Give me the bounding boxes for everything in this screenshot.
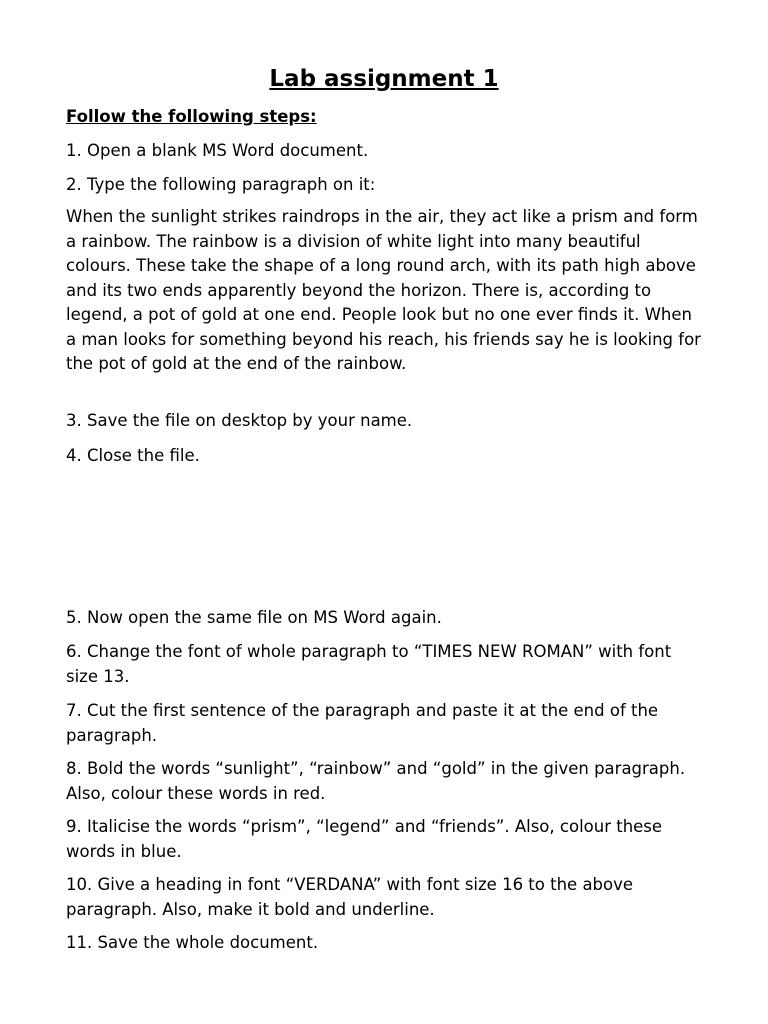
step-9: 9. Italicise the words “prism”, “legend” and “friends”. Also, colour these words in blue. xyxy=(66,817,663,861)
step-1: 1. Open a blank MS Word document. xyxy=(66,141,369,160)
step-10: 10. Give a heading in font “VERDANA” with font size 16 to the above paragraph. Also, make it bold and underline. xyxy=(66,875,634,919)
step-5: 5. Now open the same file on MS Word again. xyxy=(66,608,442,627)
step-7: 7. Cut the first sentence of the paragraph and paste it at the end of the paragraph. xyxy=(66,701,659,745)
page-title: Lab assignment 1 xyxy=(269,66,499,92)
step-3: 3. Save the file on desktop by your name. xyxy=(66,411,413,430)
step-11: 11. Save the whole document. xyxy=(66,933,319,952)
step-4: 4. Close the file. xyxy=(66,446,200,465)
step-6: 6. Change the font of whole paragraph to “TIMES NEW ROMAN” with font size 13. xyxy=(66,642,672,686)
instructions-heading: Follow the following steps: xyxy=(66,107,317,126)
sample-paragraph: When the sunlight strikes raindrops in the air, they act like a prism and form a rainbow. The rainbow is a division of white light into many beautiful colours. These take the shape of a long round arch, with its path high above and its two ends apparently beyond the horizon. There is, according to legend, a pot of gold at one end. People look but no one ever finds it. When a man looks for something beyond his reach, his friends say he is looking for the pot of gold at the end of the rainbow. xyxy=(66,207,701,373)
step-2: 2. Type the following paragraph on it: xyxy=(66,175,376,194)
step-8: 8. Bold the words “sunlight”, “rainbow” and “gold” in the given paragraph. Also, colour these words in red. xyxy=(66,759,686,803)
